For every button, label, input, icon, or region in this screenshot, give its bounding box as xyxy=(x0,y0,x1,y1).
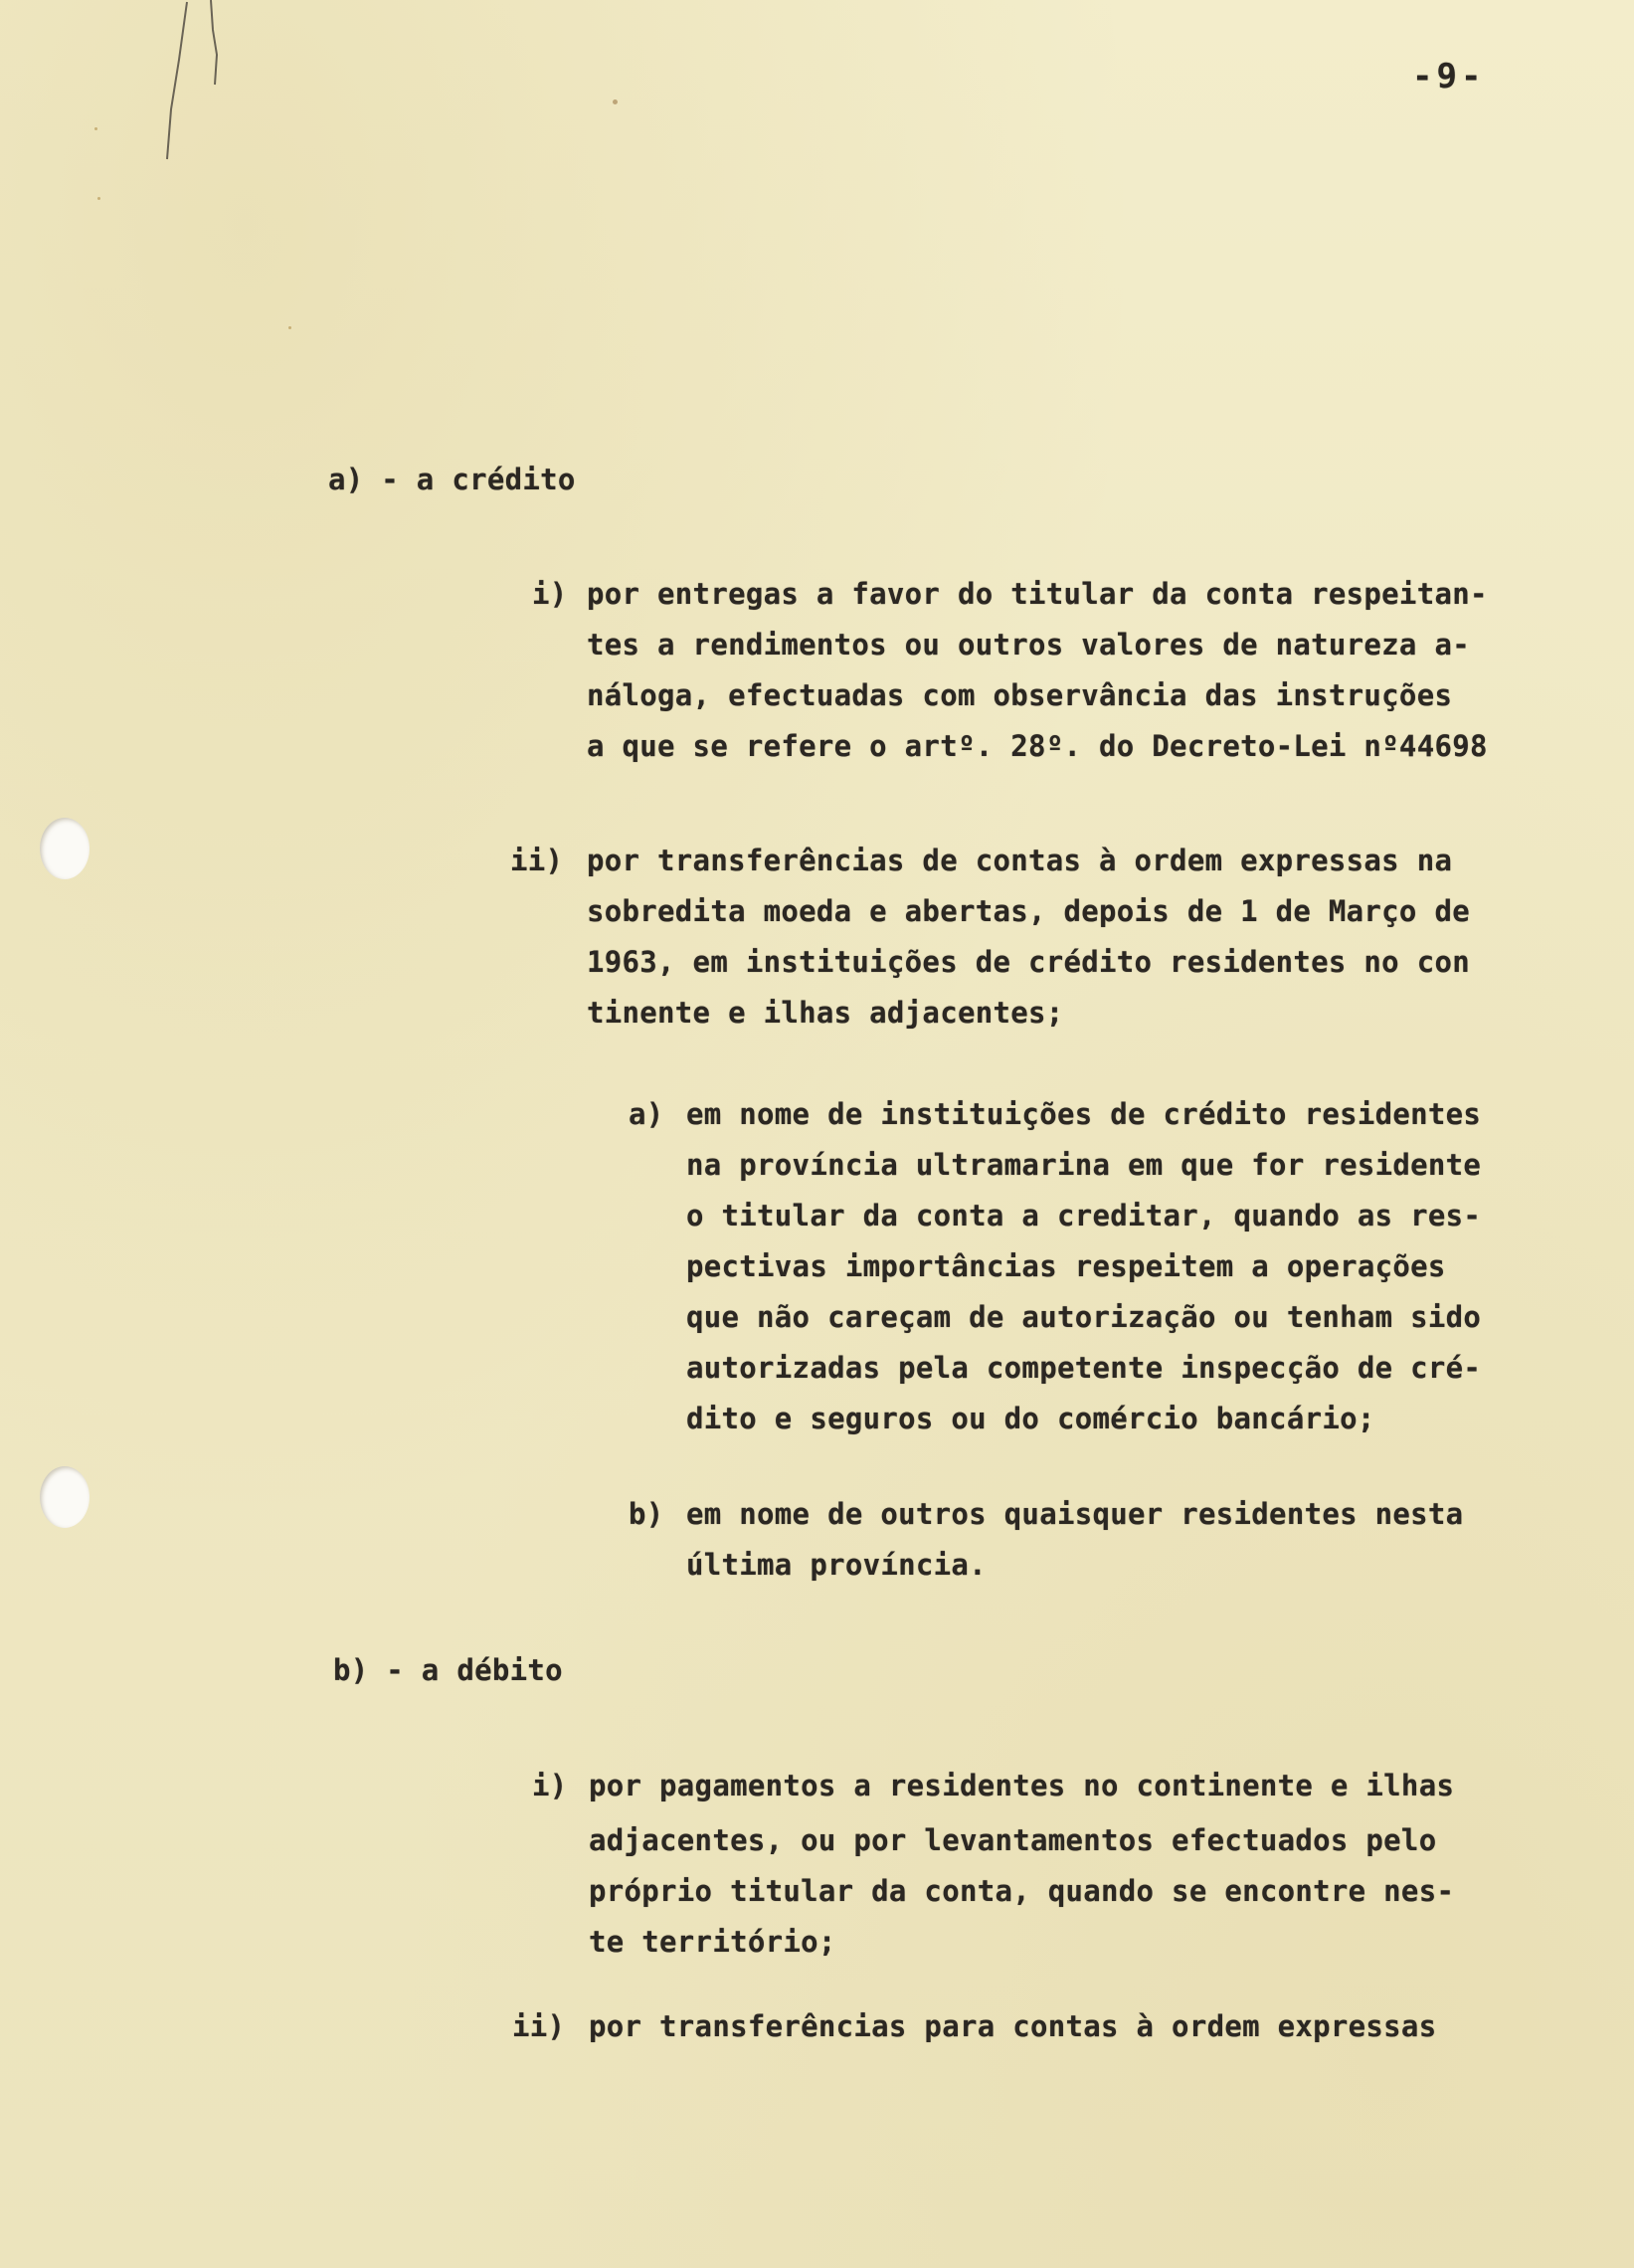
section-a-heading: a) - a crédito xyxy=(328,463,576,496)
item-a-i-line: a que se refere o artº. 28º. do Decreto-Lei nº44698 xyxy=(587,729,1488,763)
subitem-b-marker: b) xyxy=(629,1497,664,1531)
paper-speck xyxy=(97,197,100,200)
item-b-i-line: adjacentes, ou por levantamentos efectuados pelo xyxy=(589,1823,1437,1857)
item-a-i-line: tes a rendimentos ou outros valores de natureza a- xyxy=(587,628,1470,662)
item-b-i-line: por pagamentos a residentes no continente e ilhas xyxy=(589,1769,1455,1802)
paper-speck xyxy=(288,326,291,329)
subitem-b-line: em nome de outros quaisquer residentes nesta xyxy=(686,1497,1464,1531)
subitem-a-marker: a) xyxy=(629,1097,664,1131)
paper-speck xyxy=(613,99,618,104)
item-b-i-line: próprio titular da conta, quando se encontre nes- xyxy=(589,1874,1455,1908)
pencil-mark xyxy=(149,0,229,169)
page-number: -9- xyxy=(1412,57,1486,96)
item-a-i-marker: i) xyxy=(532,577,568,611)
item-b-i-line: te território; xyxy=(589,1925,836,1959)
subitem-a-line: na província ultramarina em que for residente xyxy=(686,1148,1482,1182)
item-b-ii-marker: ii) xyxy=(512,2009,566,2043)
subitem-a-line: autorizadas pela competente inspecção de cré- xyxy=(686,1351,1482,1385)
item-a-ii-line: sobredita moeda e abertas, depois de 1 de Março de xyxy=(587,894,1470,928)
subitem-a-line: dito e seguros ou do comércio bancário; xyxy=(686,1402,1375,1435)
subitem-b-line: última província. xyxy=(686,1548,987,1582)
binder-hole xyxy=(40,1466,90,1528)
item-a-i-line: náloga, efectuadas com observância das instruções xyxy=(587,678,1453,712)
section-b-heading: b) - a débito xyxy=(333,1653,563,1687)
paper-speck xyxy=(94,127,97,130)
subitem-a-line: que não careçam de autorização ou tenham sido xyxy=(686,1300,1482,1334)
subitem-a-line: pectivas importâncias respeitem a operações xyxy=(686,1249,1446,1283)
item-a-i-line: por entregas a favor do titular da conta respeitan- xyxy=(587,577,1488,611)
item-a-ii-line: tinente e ilhas adjacentes; xyxy=(587,996,1064,1030)
item-a-ii-marker: ii) xyxy=(510,844,564,877)
subitem-a-line: o titular da conta a creditar, quando as res- xyxy=(686,1199,1482,1232)
item-a-ii-line: por transferências de contas à ordem expressas na xyxy=(587,844,1453,877)
binder-hole xyxy=(40,818,90,879)
item-a-ii-line: 1963, em instituições de crédito residentes no con xyxy=(587,945,1470,979)
item-b-ii-line: por transferências para contas à ordem expressas xyxy=(589,2009,1437,2043)
subitem-a-line: em nome de instituições de crédito residentes xyxy=(686,1097,1482,1131)
item-b-i-marker: i) xyxy=(532,1769,568,1802)
